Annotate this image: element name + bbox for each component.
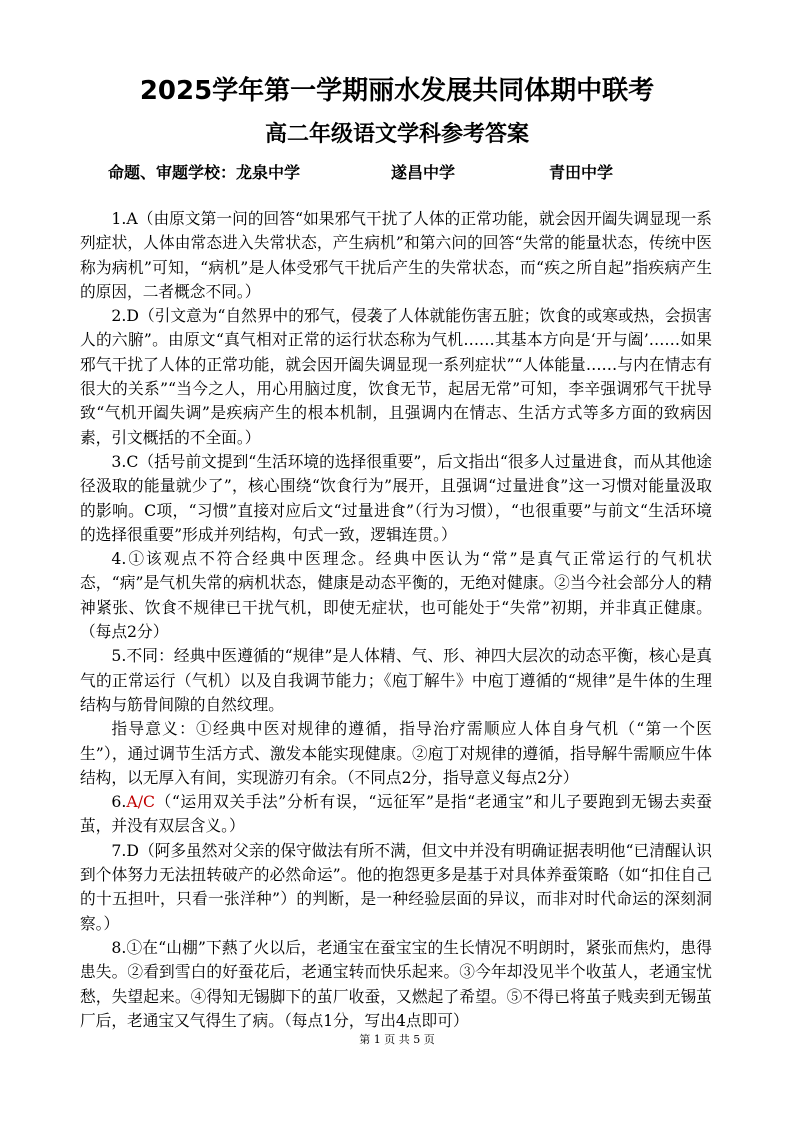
answer-1: 1.A（由原文第一问的回答“如果邪气干扰了人体的正常功能，就会因开阖失调显现一系列症状，人体由常态进入失常状态，产生病机”和第六问的回答“失常的能量状态，传统中医称为病机”可知，“病机”是人体受邪气干扰后产生的失常状态，而“疾之所自起”指疾病产生的原因，二者概念不同。） (80, 209, 712, 301)
answer-3: 3.C（括号前文提到“生活环境的选择很重要”，后文指出“很多人过量进食，而从其他途径汲取的能量就少了”，核心围绕“饮食行为”展开，且强调“过量进食”这一习惯对能量汲取的影响。C项，“习惯”直接对应后文“过量进食”（行为习惯），“也很重要”与前文“生活环境的选择很重要”形成并列结构，句式一致，逻辑连贯。） (80, 451, 712, 544)
school-suichang: 遂昌中学 (391, 163, 456, 182)
exam-title: 2025学年第一学期丽水发展共同体期中联考 (139, 76, 655, 106)
schools-label: 命题、审题学校：龙泉中学 (108, 163, 301, 182)
answer-6-number: 6. (111, 792, 127, 812)
answer-6 (80, 790, 712, 839)
answer-5-significance: 指导意义：①经典中医对规律的遵循，指导治疗需顺应人体自身气机（“第一个医生”），通过调节生活方式、激发本能实现健康。②庖丁对规律的遵循，指导解牛需顺应牛体结构，以无厚入有间，实现游刃有余。（不同点2分，指导意义每点2分） (80, 719, 712, 787)
answer-7: 7.D（阿多虽然对父亲的保守做法有所不满，但文中并没有明确证据表明他“已清醒认识到个体努力无法扭转破产的必然命运”。他的抱怨更多是基于对具体养蚕策略（如“扣住自己的十五担叶，只看一张洋种”）的判断，是一种经验层面的异议，而非对时代命运的深刻洞察。） (80, 840, 712, 933)
page-number: 第 1 页 共 5 页 (359, 1033, 435, 1046)
answer-5-difference: 5.不同：经典中医遵循的“规律”是人体精、气、形、神四大层次的动态平衡，核心是真气的正常运行（气机）以及自我调节能力；《庖丁解牛》中庖丁遵循的“规律”是牛体的生理结构与筋骨间隙的自然纹理。 (80, 646, 712, 714)
school-qingtian: 青田中学 (549, 163, 614, 182)
answer-key-subtitle: 高二年级语文学科参考答案 (264, 122, 529, 147)
answer-6-choice: A/C (126, 792, 155, 812)
answer-4: 4.①该观点不符合经典中医理念。经典中医认为“常”是真气正常运行的气机状态，“病”是气机失常的病机状态，健康是动态平衡的，无绝对健康。②当今社会部分人的精神紧张、饮食不规律已干扰气机，即使无症状，也可能处于“失常”初期，并非真正健康。（每点2分） (80, 549, 712, 642)
answer-2: 2.D（引文意为“自然界中的邪气，侵袭了人体就能伤害五脏；饮食的或寒或热，会损害人的六腑”。由原文“真气相对正常的运行状态称为气机……其基本方向是‘开与阖’……如果邪气干扰了人体的正常功能，就会因开阖失调显现一系列症状”“人体能量……与内在情志有很大的关系”“当今之人，用心用脑过度，饮食无节，起居无常”可知，李辛强调邪气干扰导致“气机开阖失调”是疾病产生的根本机制，且强调内在情志、生活方式等多方面的致病因素，引文概括的不全面。） (80, 306, 712, 447)
answer-8: 8.①在“山棚”下爇了火以后，老通宝在蚕宝宝的生长情况不明朗时，紧张而焦灼，患得患失。②看到雪白的好蚕花后，老通宝转而快乐起来。③今年却没见半个收茧人，老通宝忧愁，失望起来。④得知无锡脚下的茧厂收蚕，又燃起了希望。⑤不得已将茧子贱卖到无锡茧厂后，老通宝又气得生了病。（每点1分，写出4点即可） (80, 937, 712, 1030)
answer-list (80, 207, 712, 1033)
answer-6-explanation: （“运用双关手法”分析有误，“远征军”是指“老通宝”和儿子要跑到无锡去卖蚕茧，并没有双层含义。） (80, 792, 712, 836)
